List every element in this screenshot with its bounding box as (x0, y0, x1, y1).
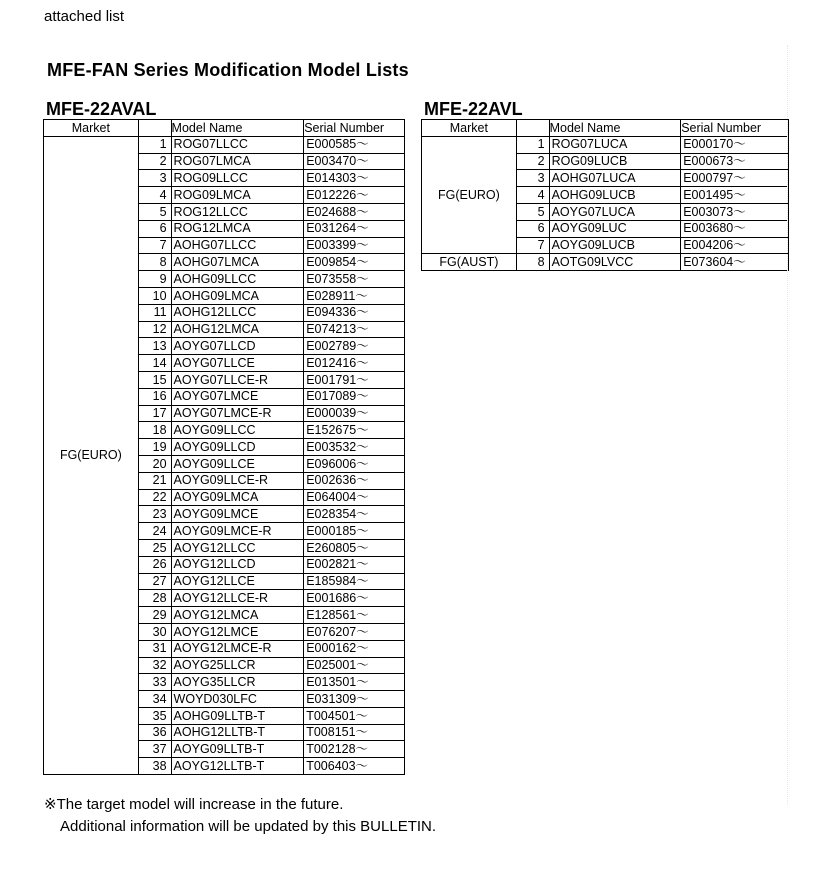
serial-number-cell: E028354～ (304, 506, 405, 523)
market-column-header: Market (422, 120, 517, 137)
model-name-cell: AOHG09LUCB (549, 187, 681, 204)
serial-number-cell: E004206～ (681, 237, 789, 254)
row-number: 37 (138, 741, 171, 758)
serial-number-cell: E003680～ (681, 220, 789, 237)
row-number: 12 (138, 321, 171, 338)
model-name-cell: AOYG09LUCB (549, 237, 681, 254)
row-number: 1 (138, 136, 171, 153)
row-number: 25 (138, 539, 171, 556)
model-name-cell: AOYG07LMCE-R (171, 405, 304, 422)
model-name-cell: AOHG07LLCC (171, 237, 304, 254)
serial-number-cell: E031309～ (304, 691, 405, 708)
model-name-cell: AOYG12LLTB-T (171, 758, 304, 775)
note-line-2: Additional information will be updated by this BULLETIN. (60, 818, 437, 835)
serial-number-cell: E001791～ (304, 371, 405, 388)
serial-number-cell: E009854～ (304, 254, 405, 271)
row-number: 6 (138, 220, 171, 237)
row-number: 3 (516, 170, 549, 187)
table-row (44, 136, 405, 153)
serial-number-cell: E000039～ (304, 405, 405, 422)
row-number: 14 (138, 355, 171, 372)
serial-number-cell: E003399～ (304, 237, 405, 254)
row-number: 24 (138, 523, 171, 540)
row-number: 8 (516, 254, 549, 271)
model-name-cell: AOYG09LLCD (171, 439, 304, 456)
serial-number-cell: T004501～ (304, 707, 405, 724)
row-number: 5 (516, 203, 549, 220)
model-name-cell: ROG09LUCB (549, 153, 681, 170)
model-name-cell: AOYG07LLCD (171, 338, 304, 355)
row-number: 33 (138, 674, 171, 691)
serial-number-cell: E014303～ (304, 170, 405, 187)
model-table-22avl (421, 119, 789, 271)
serial-number-cell: E028911～ (304, 287, 405, 304)
serial-number-cell: T008151～ (304, 724, 405, 741)
model-name-cell: AOYG09LMCE-R (171, 523, 304, 540)
serial-number-cell: E000162～ (304, 640, 405, 657)
table-row (422, 136, 789, 153)
model-name-cell: AOYG25LLCR (171, 657, 304, 674)
model-name-cell: AOYG12LMCA (171, 607, 304, 624)
row-number: 29 (138, 607, 171, 624)
serial-number-cell: E024688～ (304, 203, 405, 220)
row-number: 9 (138, 271, 171, 288)
row-number: 5 (138, 203, 171, 220)
row-number: 7 (516, 237, 549, 254)
row-number: 10 (138, 287, 171, 304)
model-name-cell: AOYG12LLCE-R (171, 590, 304, 607)
row-number: 8 (138, 254, 171, 271)
serial-number-cell: E128561～ (304, 607, 405, 624)
model-name-cell: AOYG07LLCE (171, 355, 304, 372)
serial-column-header: Serial Number (681, 120, 789, 137)
model-name-cell: AOHG07LMCA (171, 254, 304, 271)
serial-number-cell: E002821～ (304, 556, 405, 573)
row-number: 36 (138, 724, 171, 741)
market-cell: FG(EURO) (422, 136, 517, 254)
row-number: 18 (138, 422, 171, 439)
serial-number-cell: E025001～ (304, 657, 405, 674)
row-number: 13 (138, 338, 171, 355)
serial-number-cell: E012416～ (304, 355, 405, 372)
row-number: 2 (138, 153, 171, 170)
serial-number-cell: E031264～ (304, 220, 405, 237)
serial-number-cell: E012226～ (304, 187, 405, 204)
serial-number-cell: E073604～ (681, 254, 789, 271)
row-number: 1 (516, 136, 549, 153)
row-number: 16 (138, 388, 171, 405)
market-cell: FG(AUST) (422, 254, 517, 271)
model-name-cell: AOYG09LLCE (171, 455, 304, 472)
model-name-cell: AOYG09LUC (549, 220, 681, 237)
row-number: 19 (138, 439, 171, 456)
row-number: 28 (138, 590, 171, 607)
serial-number-cell: E000797～ (681, 170, 789, 187)
serial-number-cell: E076207～ (304, 623, 405, 640)
model-name-cell: AOYG12LLCC (171, 539, 304, 556)
row-number: 20 (138, 455, 171, 472)
serial-number-cell: E001686～ (304, 590, 405, 607)
row-number: 6 (516, 220, 549, 237)
serial-number-cell: E002636～ (304, 472, 405, 489)
serial-number-cell: E003470～ (304, 153, 405, 170)
model-name-cell: AOYG09LMCE (171, 506, 304, 523)
model-name-cell: AOHG07LUCA (549, 170, 681, 187)
note-line-1: ※The target model will increase in the future. (44, 796, 344, 813)
row-number: 27 (138, 573, 171, 590)
serial-number-cell: E094336～ (304, 304, 405, 321)
market-column-header: Market (44, 120, 139, 137)
serial-number-cell: E000185～ (304, 523, 405, 540)
row-number: 7 (138, 237, 171, 254)
model-name-cell: ROG07LMCA (171, 153, 304, 170)
model-name-cell: AOYG07LMCE (171, 388, 304, 405)
model-name-cell: AOYG07LUCA (549, 203, 681, 220)
table2-body (422, 136, 789, 270)
table1-body (44, 136, 405, 774)
serial-number-cell: E185984～ (304, 573, 405, 590)
model-column-header: Model Name (171, 120, 304, 137)
serial-number-cell: E000170～ (681, 136, 789, 153)
model-name-cell: AOYG09LLCC (171, 422, 304, 439)
model-name-cell: ROG07LLCC (171, 136, 304, 153)
serial-number-cell: E000673～ (681, 153, 789, 170)
row-number: 4 (138, 187, 171, 204)
model-name-cell: WOYD030LFC (171, 691, 304, 708)
serial-number-cell: E002789～ (304, 338, 405, 355)
serial-number-cell: E001495～ (681, 187, 789, 204)
serial-number-cell: T006403～ (304, 758, 405, 775)
row-number: 35 (138, 707, 171, 724)
row-number: 26 (138, 556, 171, 573)
serial-number-cell: E064004～ (304, 489, 405, 506)
serial-number-cell: E096006～ (304, 455, 405, 472)
serial-number-cell: E260805～ (304, 539, 405, 556)
model-name-cell: AOHG09LMCA (171, 287, 304, 304)
row-number: 38 (138, 758, 171, 775)
table2-heading: MFE-22AVL (424, 99, 523, 119)
model-name-cell: AOYG12LMCE (171, 623, 304, 640)
model-name-cell: ROG09LMCA (171, 187, 304, 204)
serial-number-cell: T002128～ (304, 741, 405, 758)
row-number: 30 (138, 623, 171, 640)
serial-number-cell: E003532～ (304, 439, 405, 456)
model-column-header: Model Name (549, 120, 681, 137)
page-title: MFE-FAN Series Modification Model Lists (47, 60, 409, 80)
row-number: 22 (138, 489, 171, 506)
model-name-cell: AOYG35LLCR (171, 674, 304, 691)
page-margin-guide (787, 45, 788, 805)
serial-number-cell: E074213～ (304, 321, 405, 338)
attached-list-label: attached list (44, 8, 125, 25)
table-header-row (44, 120, 405, 137)
model-name-cell: AOTG09LVCC (549, 254, 681, 271)
serial-number-cell: E073558～ (304, 271, 405, 288)
model-name-cell: AOHG12LMCA (171, 321, 304, 338)
model-name-cell: AOYG12LMCE-R (171, 640, 304, 657)
model-name-cell: ROG07LUCA (549, 136, 681, 153)
market-cell: FG(EURO) (44, 136, 139, 774)
row-number: 15 (138, 371, 171, 388)
serial-number-cell: E013501～ (304, 674, 405, 691)
table-header-row (422, 120, 789, 137)
model-table-22aval (43, 119, 405, 775)
model-name-cell: AOYG09LLTB-T (171, 741, 304, 758)
model-name-cell: ROG09LLCC (171, 170, 304, 187)
model-name-cell: AOHG09LLTB-T (171, 707, 304, 724)
number-column-header (138, 120, 171, 137)
row-number: 2 (516, 153, 549, 170)
serial-number-cell: E000585～ (304, 136, 405, 153)
model-name-cell: AOYG12LLCE (171, 573, 304, 590)
model-name-cell: AOYG09LLCE-R (171, 472, 304, 489)
row-number: 11 (138, 304, 171, 321)
model-name-cell: AOHG12LLTB-T (171, 724, 304, 741)
serial-number-cell: E003073～ (681, 203, 789, 220)
model-name-cell: AOYG07LLCE-R (171, 371, 304, 388)
row-number: 21 (138, 472, 171, 489)
model-name-cell: AOHG12LLCC (171, 304, 304, 321)
model-name-cell: AOYG09LMCA (171, 489, 304, 506)
row-number: 31 (138, 640, 171, 657)
number-column-header (516, 120, 549, 137)
row-number: 17 (138, 405, 171, 422)
row-number: 3 (138, 170, 171, 187)
serial-number-cell: E017089～ (304, 388, 405, 405)
serial-column-header: Serial Number (304, 120, 405, 137)
row-number: 4 (516, 187, 549, 204)
table-row (422, 254, 789, 271)
model-name-cell: AOHG09LLCC (171, 271, 304, 288)
serial-number-cell: E152675～ (304, 422, 405, 439)
model-name-cell: ROG12LLCC (171, 203, 304, 220)
model-name-cell: AOYG12LLCD (171, 556, 304, 573)
model-name-cell: ROG12LMCA (171, 220, 304, 237)
table1-heading: MFE-22AVAL (46, 99, 157, 119)
row-number: 34 (138, 691, 171, 708)
row-number: 32 (138, 657, 171, 674)
row-number: 23 (138, 506, 171, 523)
